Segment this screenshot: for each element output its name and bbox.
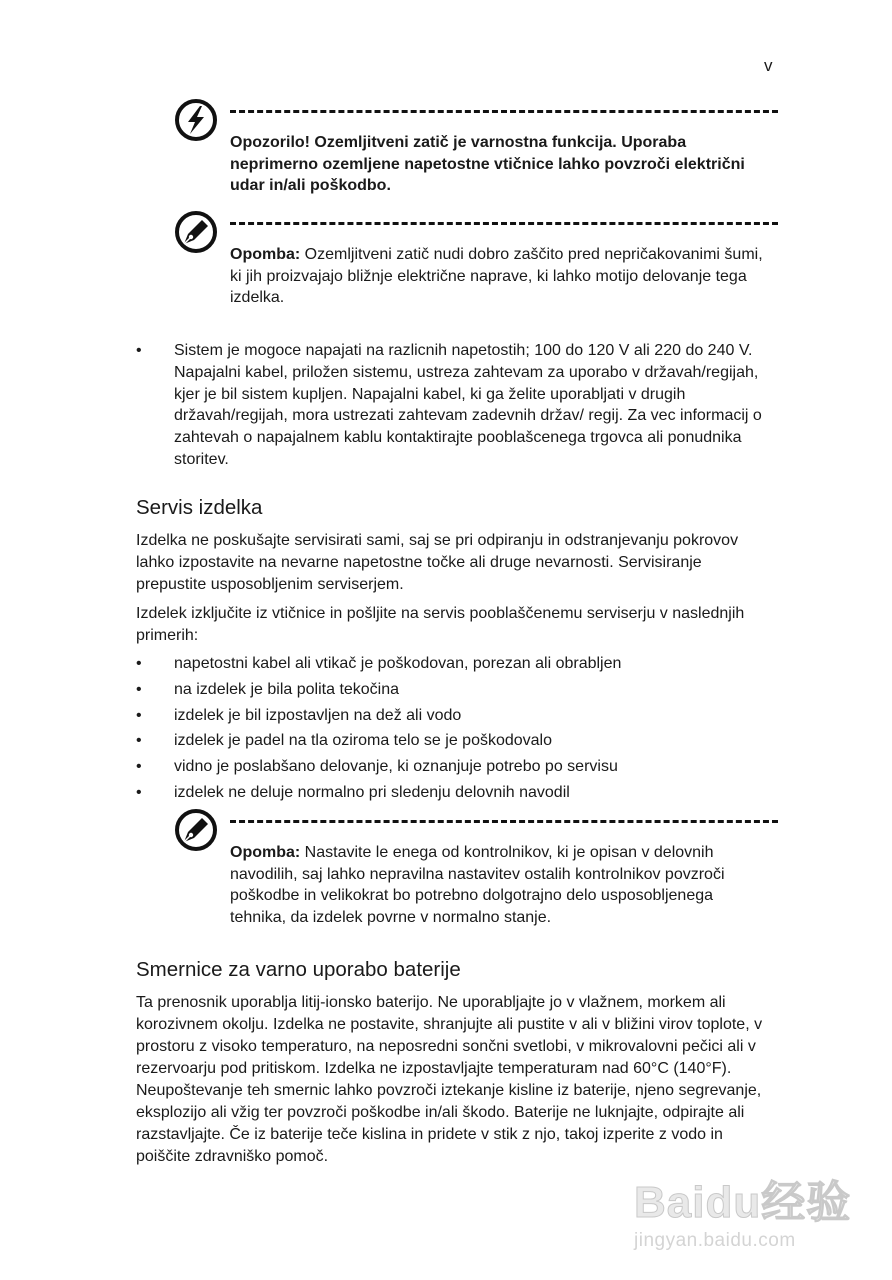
list-item: • napetostni kabel ali vtikač je poškodovan, porezan ali obrabljen	[136, 655, 622, 672]
note-box-1	[174, 210, 778, 320]
lightning-warning-icon	[174, 98, 218, 142]
note-body: Ozemljitveni zatič nudi dobro zaščito pred nepričakovanimi šumi, ki jih proizvajajo bližnje električne naprave, ki lahko motijo delovanje tega izdelka.	[230, 246, 763, 306]
warning-text: Opozorilo! Ozemljitveni zatič je varnostna funkcija. Uporaba neprimerno ozemljene napetostne vtičnice lahko povzroči električni udar in/ali poškodbo.	[230, 134, 745, 194]
watermark-url: jingyan.baidu.com	[634, 1230, 796, 1251]
note-label: Opomba:	[230, 844, 301, 861]
note-divider	[230, 820, 778, 823]
section-heading-service: Servis izdelka	[136, 496, 263, 519]
note-label: Opomba:	[230, 246, 301, 263]
note-box-2	[174, 808, 778, 938]
watermark-logo: Baidu经验	[634, 1178, 852, 1227]
service-paragraph-1: Izdelka ne poskušajte servisirati sami, saj se pri odpiranju in odstranjevanju pokrovov lahko izpostavite na nevarne napetostne točke ali druge nevarnosti. Servisiranje prepustite usposobljenim serviserjem.	[136, 532, 739, 593]
note-text-2	[230, 842, 766, 928]
service-paragraph-2: Izdelek izključite iz vtičnice in pošljite na servis pooblaščenemu serviserju v naslednjih primerih:	[136, 605, 745, 644]
list-item: • Sistem je mogoce napajati na razlicnih napetostih; 100 do 120 V ali 220 do 240 V. Napajalni kabel, priložen sistemu, ustreza zahtevam za uporabo v državah/regijah, kjer je bil sistem kupljen. Napajalni kabel, ki ga želite uporabljati v drugih državah/regijah, mora ustrezati zahtevam zadevnih držav/ regij. Za vec informacij o zahtevah o napajalnem kablu kontaktirajte pooblašcenega trgovca ali ponudnika storitev.	[136, 342, 762, 468]
power-bullet-list	[136, 340, 776, 471]
warning-note	[174, 98, 778, 208]
note-body: Nastavite le enega od kontrolnikov, ki je opisan v delovnih navodilih, saj lahko nepravilna nastavitev ostalih kontrolnikov povzroči poškodbe in velikokrat bo potrebno dolgotrajno delo usposobljenega tehnika, da izdelek povrne v normalno stanje.	[230, 844, 725, 926]
page-number: v	[764, 56, 773, 75]
pen-note-icon	[174, 808, 218, 852]
note-divider	[230, 222, 778, 225]
battery-paragraph: Ta prenosnik uporablja litij-ionsko baterijo. Ne uporabljajte jo v vlažnem, morkem ali korozivnem okolju. Izdelka ne postavite, shranjujte ali pustite v ali v bližini virov toplote, v prostoru z visoko temperaturo, na neposredni sončni svetlobi, v mikrovalovni pečici ali v rezervoarju pod pritiskom. Izdelka ne izpostavljajte temperaturam nad 60°C (140°F). Neupoštevanje teh smernic lahko povzroči iztekanje kisline iz baterije, njeno segrevanje, eksplozijo ali vžig ter povzroči poškodbe in/ali škodo. Baterije ne luknjajte, odpirajte ali razstavljajte. Če iz baterije teče kislina in pridete v stik z njo, takoj izperite z vodo in poiščite zdravniško pomoč.	[136, 994, 763, 1165]
baidu-watermark	[634, 1166, 854, 1266]
list-item: • na izdelek je bila polita tekočina	[136, 680, 400, 698]
service-bullet-list	[136, 651, 776, 806]
pen-note-icon	[174, 210, 218, 254]
list-item: • izdelek je bil izpostavljen na dež ali vodo	[136, 706, 462, 724]
note-divider	[230, 110, 778, 113]
power-bullet-text: Sistem je mogoce napajati na razlicnih napetostih; 100 do 120 V ali 220 do 240 V. Napajalni kabel, priložen sistemu, ustreza zahtevam za uporabo v državah/regijah, kjer je bil sistem kupljen. Napajalni kabel, ki ga želite uporabljati v drugih državah/regijah, mora ustrezati zahtevam zadevnih držav/ regij. Za vec informacij o zahtevah o napajalnem kablu kontaktirajte pooblašcenega trgovca ali ponudnika storitev.	[174, 342, 762, 468]
note-text-1	[230, 244, 766, 309]
section-heading-battery: Smernice za varno uporabo baterije	[136, 958, 461, 981]
list-item: • vidno je poslabšano delovanje, ki oznanjuje potrebo po servisu	[136, 758, 618, 776]
list-item: • izdelek je padel na tla oziroma telo se je poškodovalo	[136, 732, 553, 750]
list-item: • izdelek ne deluje normalno pri sledenju delovnih navodil	[136, 783, 570, 801]
